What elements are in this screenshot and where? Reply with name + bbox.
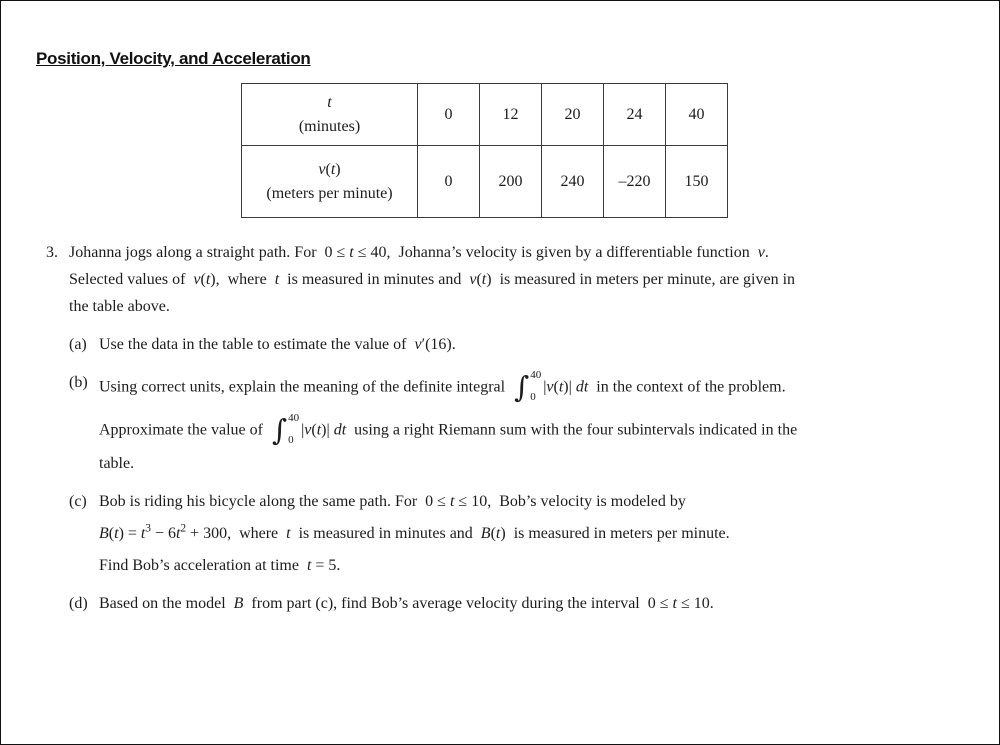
- part-c-label: (c): [69, 493, 87, 510]
- problem-number: 3.: [46, 244, 58, 261]
- table-cell-v-4: 150: [666, 146, 728, 218]
- part-b-text: [99, 369, 999, 477]
- v-units-label: (meters per minute): [266, 184, 393, 202]
- table-cell-t-2: 20: [542, 84, 604, 146]
- intro-line-1: Johanna jogs along a straight path. For 0 ≤ t ≤ 40, Johanna’s velocity is given by a differentiable function v.: [69, 244, 769, 261]
- problem-3: [46, 239, 999, 617]
- part-d-text: [99, 590, 999, 617]
- part-b-line-3: table.: [99, 455, 135, 472]
- problem-intro-text: [69, 239, 999, 320]
- intro-line-2: Selected values of v(t), where t is measured in minutes and v(t) is measured in meters per minute, are given in: [69, 271, 796, 288]
- part-c-line-1: Bob is riding his bicycle along the same path. For 0 ≤ t ≤ 10, Bob’s velocity is modeled by: [99, 493, 686, 510]
- table-cell-v-3: –220: [604, 146, 666, 218]
- table-cell-t-4: 40: [666, 84, 728, 146]
- table-row-t: [242, 84, 728, 146]
- problem-intro: [46, 239, 999, 320]
- t-symbol: t: [327, 93, 332, 111]
- table-cell-v-0: 0: [418, 146, 480, 218]
- integral-symbol: ∫ 40 0: [514, 369, 542, 404]
- table-row-v: [242, 146, 728, 218]
- part-c-line-3: Find Bob’s acceleration at time t = 5.: [99, 557, 341, 574]
- intro-line-3: the table above.: [69, 298, 170, 315]
- part-d-label: (d): [69, 595, 88, 612]
- part-a-text: [99, 331, 999, 358]
- part-c-text: [99, 488, 999, 579]
- page-title: Position, Velocity, and Acceleration: [36, 49, 311, 68]
- table-cell-t-3: 24: [604, 84, 666, 146]
- integral-symbol: ∫ 40 0: [271, 412, 300, 447]
- document-page: [1, 1, 999, 617]
- table-header-v: [242, 146, 418, 218]
- table-cell-v-2: 240: [542, 146, 604, 218]
- part-a-line-1: Use the data in the table to estimate the value of v′(16).: [99, 336, 456, 353]
- part-b-label: (b): [69, 374, 88, 391]
- part-a: [69, 331, 999, 358]
- v-symbol: v(t): [318, 160, 341, 178]
- part-b-line-2: Approximate the value of ∫ 40 0 |v(t)| dt using a right Riemann sum with the four subintervals indicated in the: [99, 412, 798, 447]
- part-b: [69, 369, 999, 477]
- table-cell-t-1: 12: [480, 84, 542, 146]
- part-c-line-2: $B(t) = t^3 - 6t^2 + 300$, where t is measured in minutes and B(t) is measured in meters per minute.: [99, 522, 730, 542]
- table-cell-v-1: 200: [480, 146, 542, 218]
- t-units-label: (minutes): [298, 117, 361, 135]
- table-header-t: [242, 84, 418, 146]
- velocity-table: [241, 83, 728, 218]
- part-b-line-1: Using correct units, explain the meaning of the definite integral ∫ 40 0 |v(t)| dt in the context of the problem.: [99, 369, 786, 404]
- part-d-line-1: Based on the model B from part (c), find Bob’s average velocity during the interval 0 ≤ t ≤ 10.: [99, 595, 714, 612]
- part-a-label: (a): [69, 336, 87, 353]
- table-cell-t-0: 0: [418, 84, 480, 146]
- part-c: [69, 488, 999, 579]
- part-d: [69, 590, 999, 617]
